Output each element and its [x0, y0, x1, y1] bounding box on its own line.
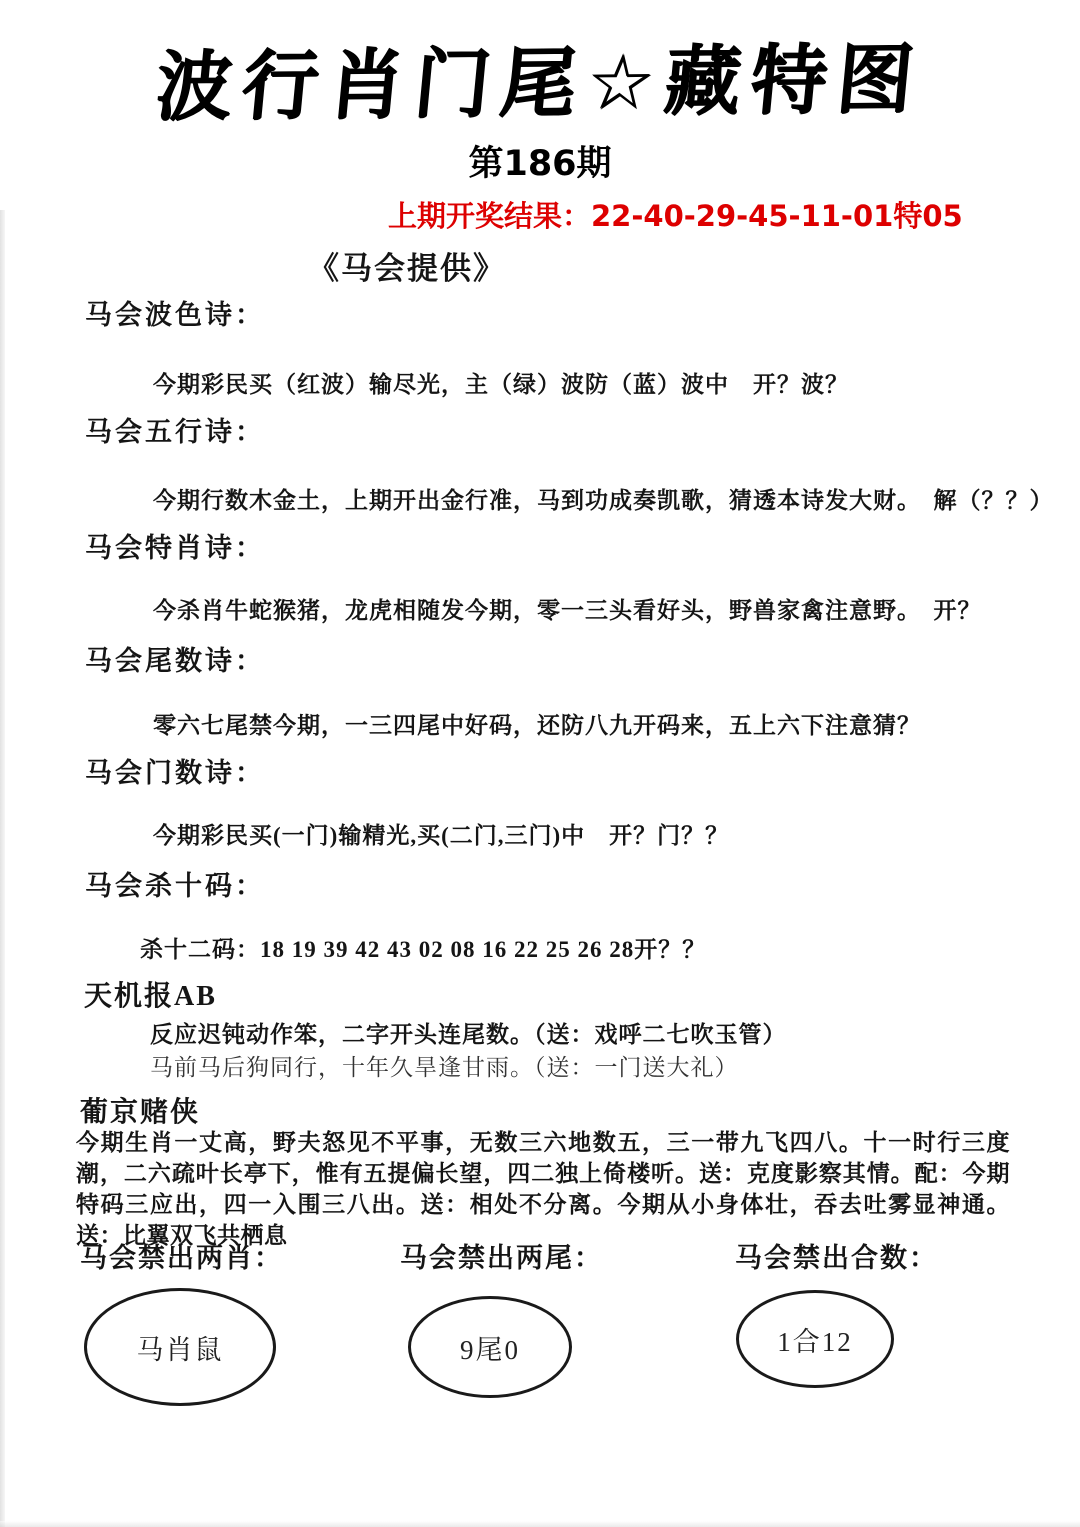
- section-line-menshu: 今期彩民买(一门)输精光,买(二门,三门)中 开？门？？: [153, 823, 730, 848]
- ban-ellipse-tail: [408, 1296, 572, 1398]
- section-header-bose: 马会波色诗：: [85, 300, 265, 330]
- ban-ellipse-zodiac: [84, 1288, 276, 1406]
- ban-value-sum: 1合12: [777, 1326, 853, 1357]
- tianji-line-2: 马前马后狗同行，十年久旱逢甘雨。（送：一门送大礼）: [150, 1055, 739, 1080]
- section-line-texiao: 今杀肖牛蛇猴猪，龙虎相随发今期，零一三头看好头，野兽家禽注意野。 开？: [153, 598, 982, 623]
- ban-ellipse-sum: [736, 1290, 894, 1388]
- provider-heading: 《马会提供》: [308, 251, 506, 286]
- last-draw-result: 上期开奖结果：22-40-29-45-11-01特05: [388, 199, 963, 233]
- pujing-paragraph: 今期生肖一丈高，野夫怒见不平事，无数三六地数五，三一带九飞四八。十一时行三度潮，二六疏叶长亭下，惟有五提偏长望，四二独上倚楼听。送：克度影察其情。配：今期特码三应出，四一入围三八出。送：相处不分离。今期从小身体壮，吞去吐雾显神通。送：比翼双飞共栖息: [76, 1130, 1010, 1248]
- ban-label-sum: 马会禁出合数：: [735, 1243, 938, 1273]
- section-header-shama: 马会杀十码：: [85, 871, 265, 901]
- section-line-weishu: 零六七尾禁今期，一三四尾中好码，还防八九开码来，五上六下注意猜？: [153, 713, 921, 738]
- issue-number: 第186期: [468, 144, 612, 184]
- tianji-header: 天机报AB: [84, 981, 217, 1012]
- section-header-weishu: 马会尾数诗：: [85, 646, 265, 676]
- section-line-wuxing: 今期行数木金土，上期开出金行准，马到功成奏凯歌，猜透本诗发大财。 解（？？）: [153, 488, 1054, 513]
- section-line-shama: 杀十二码：18 19 39 42 43 02 08 16 22 25 26 28开？？: [140, 937, 707, 962]
- section-line-bose: 今期彩民买（红波）输尽光，主（绿）波防（蓝）波中 开？波？: [153, 372, 849, 397]
- section-header-texiao: 马会特肖诗：: [85, 533, 265, 563]
- pujing-header: 葡京赌侠: [80, 1097, 201, 1128]
- section-header-wuxing: 马会五行诗：: [85, 417, 265, 447]
- ban-label-zodiac: 马会禁出两肖：: [80, 1243, 283, 1273]
- ban-value-tail: 9尾0: [460, 1334, 520, 1365]
- ban-value-zodiac: 马肖鼠: [136, 1334, 224, 1365]
- ban-label-tail: 马会禁出两尾：: [400, 1243, 603, 1273]
- page-title: 波行肖门尾☆藏特图: [151, 33, 928, 132]
- tianji-line-1: 反应迟钝动作笨，二字开头连尾数。（送：戏呼二七吹玉管）: [150, 1022, 787, 1047]
- section-header-menshu: 马会门数诗：: [85, 758, 265, 788]
